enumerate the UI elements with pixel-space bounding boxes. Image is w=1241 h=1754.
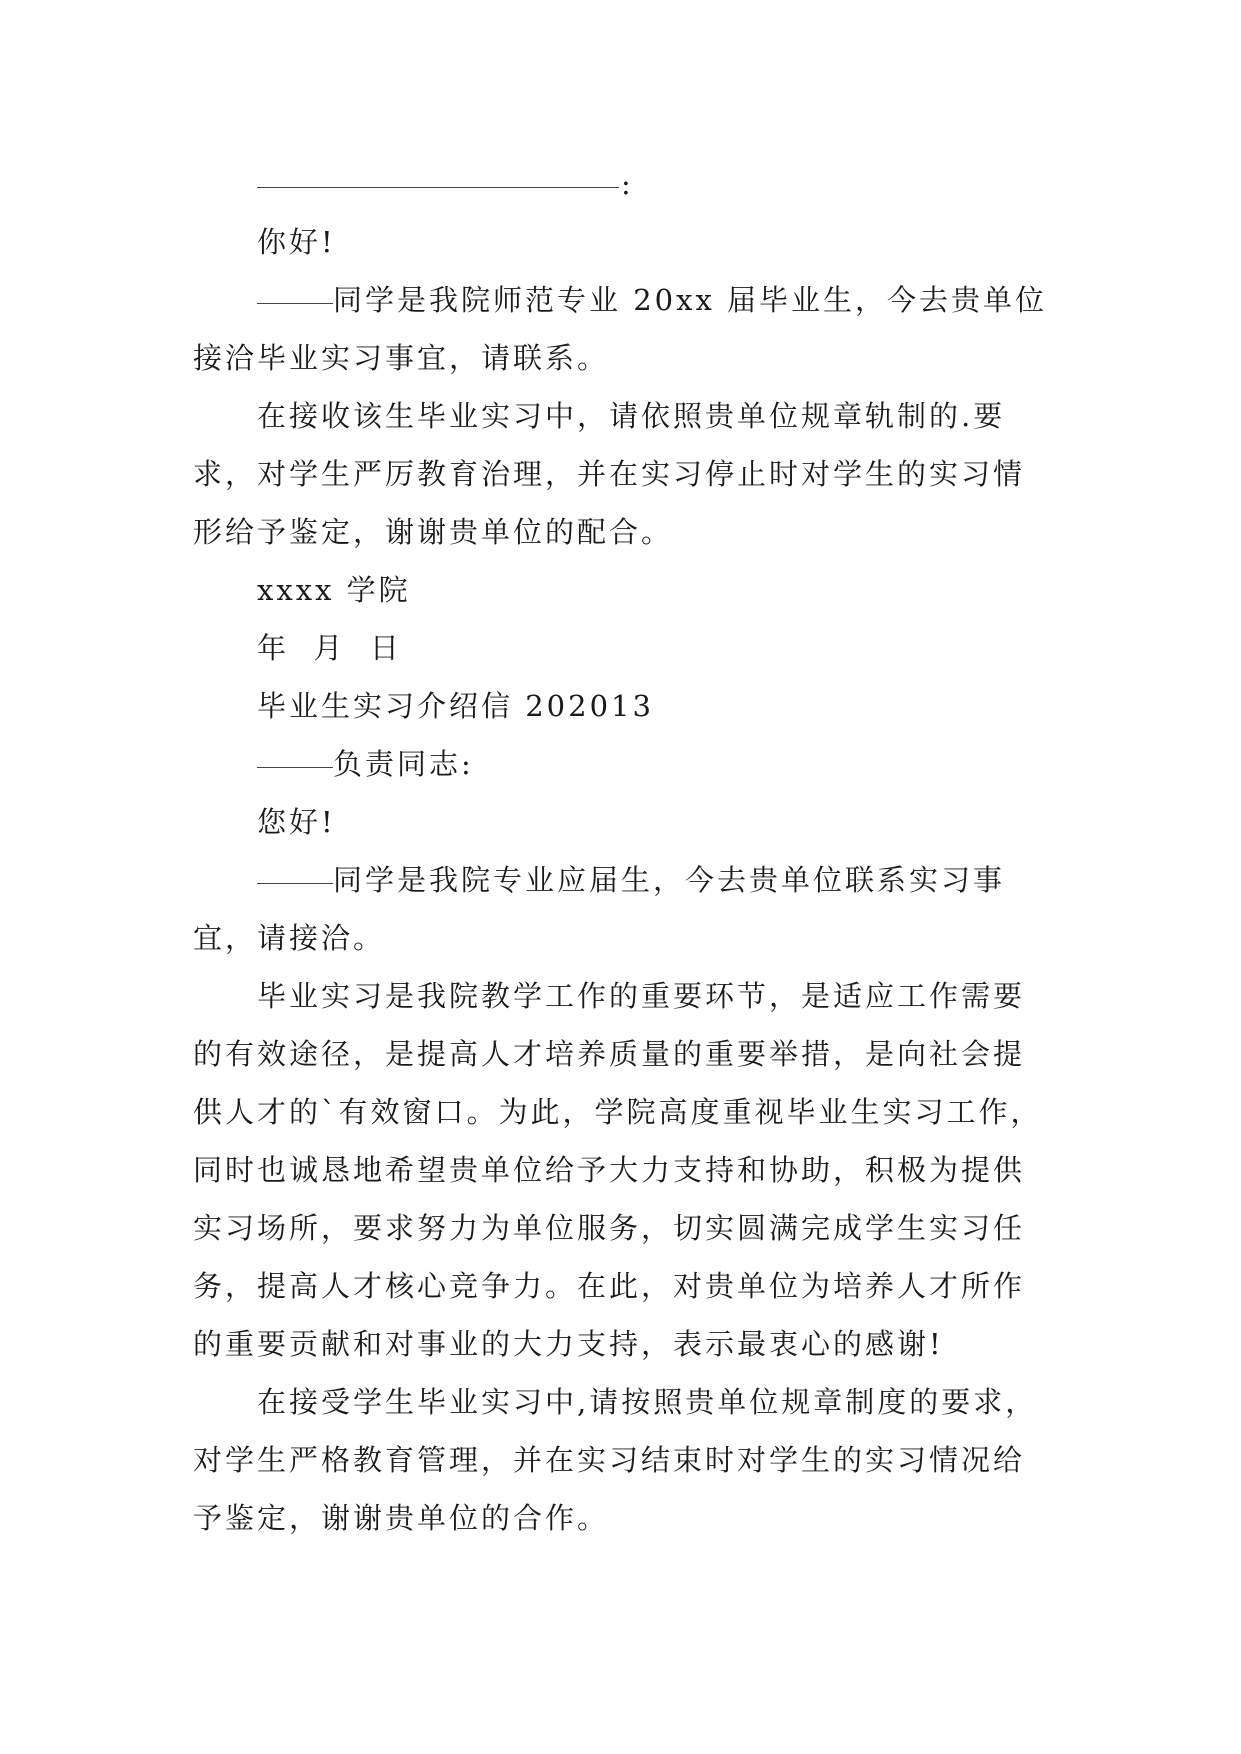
paragraph-line: 实习场所，要求努力为单位服务，切实圆满完成学生实习任 (193, 1211, 1026, 1245)
recipient-blank (257, 766, 333, 768)
paragraph-line (193, 851, 1063, 909)
paragraph-text: 同学是我院专业应届生，今去贵单位联系实习事 (333, 863, 1006, 897)
student-name-blank (257, 882, 333, 884)
paragraph-text: 同学是我院师范专业 20xx 届毕业生，今去贵单位 (333, 283, 1048, 317)
paragraph-line: 同时也诚恳地希望贵单位给予大力支持和协助，积极为提供 (193, 1153, 1026, 1187)
recipient-line (193, 155, 1063, 213)
date-line: 年 月 日 (257, 631, 402, 665)
letter-body (193, 155, 1063, 1547)
paragraph-line: 宜，请接洽。 (193, 921, 386, 955)
paragraph-line: 的重要贡献和对事业的大力支持，表示最衷心的感谢! (193, 1327, 944, 1361)
greeting: 你好! (257, 225, 336, 259)
recipient-colon: : (621, 167, 634, 201)
recipient-blank (257, 186, 619, 188)
paragraph-line: 求，对学生严厉教育治理，并在实习停止时对学生的实习情 (193, 457, 1026, 491)
paragraph-line: 接洽毕业实习事宜，请联系。 (193, 341, 610, 375)
paragraph-line: 供人才的`有效窗口。为此，学院高度重视毕业生实习工作， (193, 1095, 1043, 1129)
paragraph-line: 在接受学生毕业实习中,请按照贵单位规章制度的要求， (257, 1385, 1038, 1419)
paragraph-line: 在接收该生毕业实习中，请依照贵单位规章轨制的.要 (257, 399, 1006, 433)
student-name-blank (257, 302, 333, 304)
recipient-text: 负责同志: (333, 747, 474, 781)
paragraph-line: 予鉴定，谢谢贵单位的合作。 (193, 1501, 610, 1535)
signature: xxxx 学院 (257, 573, 411, 607)
recipient-line (193, 735, 1063, 793)
greeting: 您好! (257, 805, 336, 839)
paragraph-line: 的有效途径，是提高人才培养质量的重要举措，是向社会提 (193, 1037, 1026, 1071)
paragraph-line: 对学生严格教育管理，并在实习结束时对学生的实习情况给 (193, 1443, 1026, 1477)
paragraph-line: 形给予鉴定，谢谢贵单位的配合。 (193, 515, 674, 549)
paragraph-line (193, 271, 1063, 329)
paragraph-line: 务，提高人才核心竞争力。在此，对贵单位为培养人才所作 (193, 1269, 1026, 1303)
letter-title: 毕业生实习介绍信 202013 (257, 689, 654, 723)
paragraph-line: 毕业实习是我院教学工作的重要环节，是适应工作需要 (257, 979, 1026, 1013)
